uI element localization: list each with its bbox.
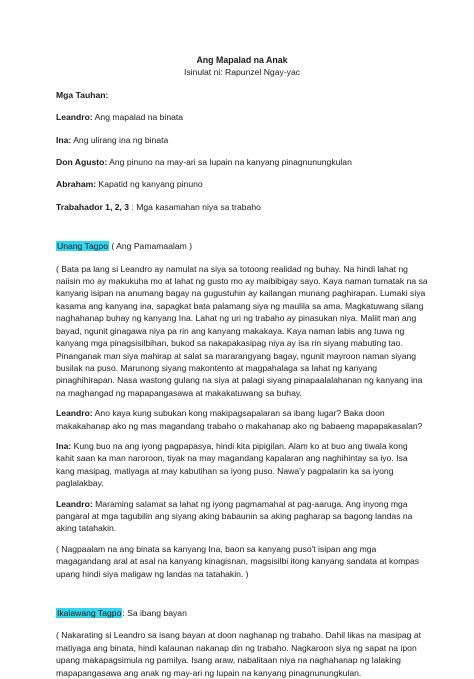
character-entry — [56, 156, 428, 168]
character-entry — [56, 134, 428, 146]
character-entry — [56, 178, 428, 190]
speaker-name: Leandro: — [56, 498, 93, 509]
document-title: Ang Mapalad na Anak — [196, 55, 288, 65]
dialogue-paragraph — [56, 407, 428, 432]
section-subtitle: ( Ang Pamamaalam ) — [108, 241, 193, 252]
character-name: Abraham: — [56, 179, 97, 190]
character-name: Trabahador 1, 2, 3 — [56, 201, 130, 212]
character-desc: Ang pinuno na may-ari sa lupain na kanyang pinagnunungkulan — [107, 157, 352, 168]
narration-paragraph — [56, 263, 428, 399]
paragraph-text: Ano kaya kung subukan kong makipagsapalaran sa ibang lugar? Baka doon makakahanap ako ng mas magandang trabaho o makahanap ako ng babaeng mapapakasalan? — [56, 408, 423, 431]
character-desc: Ang mapalad na binata — [92, 112, 184, 123]
characters-heading: Mga Tauhan: — [56, 89, 109, 100]
paragraph-text: ( Nakarating si Leandro sa isang bayan at doon naghanap ng trabaho. Dahil likas na masipag at matiyaga ang binata, hindi kalaunan nakanap din ng trabaho. Nagkaroon siya ng sapat na ipon upang makapagsimula ng pamilya. Isang araw, nabalitaan niya na naghahanap ng lalaking mapapangasawa ang anak ng may-ari ng lupain na kanyang pinagnunungkulan. — [56, 630, 421, 678]
paragraph-text: Maraming salamat sa lahat ng iyong pagmamahal at pag-aaruga. Ang inyong mga pangaral at mga tagubilin ang siyang aking babaunin sa aking pagharap sa bagong landas na aking tatahakin. — [56, 498, 413, 534]
character-desc: : Mga kasamahan niya sa trabaho — [129, 201, 261, 212]
character-name: Ina: — [56, 134, 72, 145]
section-heading-ikalawang-tagpo — [56, 607, 428, 619]
dialogue-paragraph — [56, 498, 428, 535]
character-name: Don Agusto: — [56, 157, 108, 168]
character-desc: Kapatid ng kanyang pinuno — [96, 179, 203, 190]
paragraph-text: ( Bata pa lang si Leandro ay namulat na siya sa totoong realidad ng buhay. Na hindi lahat ng naiisin mo ay makukuha mo at lahat ng gusto mo ay maibibigay sayo. Kaya naman tumatak na sa kanyang isipan na anumang bagay na gugustuhin ay kailangan munang paghirapan. Lumaki siya kasama ang kanyang ina, sapagkat bata palamang siya ng maulila sa ama. Magkatuwang silang naghahanap buhay ng kanyang Ina. Lahat ng uri ng trabaho ay pinasukan niya. Maliit man ang bayad, ngunit ginagawa niya pa rin ang kanyang makakaya. Kaya naman labis ang tuwa ng kanyang mga pinagsisilbihan, bukod sa nakapakasipag niya ay isa rin siyang mabuting tao. Pinanganak man siya mahirap at salat sa mararangyang bagay, ngunit mayroon naman siyang busilak na puso. Marunong siyang makontento at magpahalaga sa lahat ng kanyang pinaghihirapan. Nasa wastong gulang na siya at palagi siyang pinapaalalahanan ng kanyang ina na maghangad ng mapapangasawa at makakatuwang sa buhay. — [56, 263, 428, 398]
speaker-name: Ina: — [56, 440, 72, 451]
character-entry — [56, 201, 428, 213]
narration-paragraph — [56, 543, 428, 580]
section-subtitle: : Sa ibang bayan — [122, 608, 187, 618]
character-entry — [56, 111, 428, 123]
narration-paragraph — [56, 629, 428, 679]
section-heading-unang-tagpo — [56, 240, 428, 252]
paragraph-text: Kung buo na ang iyong pagpapasya, hindi kita pipigilan. Alam ko at buo ang tiwala kong kahit saan ka man naroroon, tiyak na may magandang kapalaran ang naghihintay sa iyo. Isa kang masipag, matiyaga at may kabutihan sa iyong puso. Nawa'y pagpalarin ka sa iyong paglalakbay. — [56, 440, 408, 489]
speaker-name: Leandro: — [56, 408, 93, 419]
document-author: Isinulat ni: Rapunzel Ngay-yac — [183, 67, 301, 78]
highlighted-section-label: Ikalawang Tagpo — [57, 608, 122, 618]
dialogue-paragraph — [56, 440, 428, 490]
character-name: Leandro: — [56, 112, 93, 123]
character-desc: Ang ulirang ina ng binata — [71, 134, 169, 145]
paragraph-text: ( Nagpaalam na ang binata sa kanyang Ina, baon sa kanyang puso't isipan ang mga magagandang aral at asal na kanyang kinagisnan, magsisilbi itong kanyang sandata at kompas upang hindi siya maligaw ng landas na tatahakin. ) — [56, 543, 420, 579]
highlighted-section-label: Unang Tagpo — [57, 241, 108, 252]
